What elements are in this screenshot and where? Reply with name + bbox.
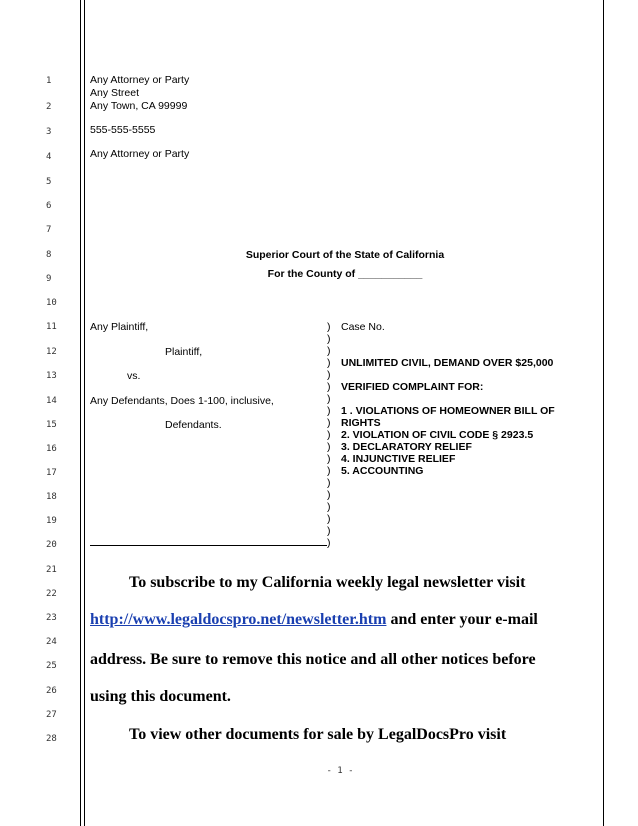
line-number: 22	[46, 589, 57, 599]
line-number: 20	[46, 540, 57, 550]
line-number: 15	[46, 420, 57, 430]
notice-line-rest: and enter your e-mail	[386, 611, 538, 628]
line-number: 18	[46, 492, 57, 502]
line-number: 23	[46, 613, 57, 623]
caption-paren: )	[327, 465, 331, 477]
complaint-title: VERIFIED COMPLAINT FOR:	[341, 381, 484, 393]
caption-paren: )	[327, 417, 331, 429]
court-name: Superior Court of the State of California	[245, 249, 445, 261]
caption-paren: )	[327, 405, 331, 417]
line-number: 25	[46, 661, 57, 671]
attorney-for: Any Attorney or Party	[90, 148, 190, 160]
caption-paren: )	[327, 537, 331, 549]
line-number: 16	[46, 444, 57, 454]
line-number: 10	[46, 298, 57, 308]
claim-item: RIGHTS	[341, 417, 381, 429]
line-number: 8	[46, 250, 52, 260]
line-number: 17	[46, 468, 57, 478]
line-number: 3	[46, 127, 52, 137]
claim-item: 5. ACCOUNTING	[341, 465, 424, 477]
attorney-phone: 555-555-5555	[90, 124, 156, 136]
caption-paren: )	[327, 381, 331, 393]
caption-paren: )	[327, 333, 331, 345]
line-number: 14	[46, 396, 57, 406]
left-margin-rule-inner	[84, 0, 85, 826]
caption-paren: )	[327, 369, 331, 381]
caption-paren: )	[327, 345, 331, 357]
line-number: 21	[46, 565, 57, 575]
claim-item: 4. INJUNCTIVE RELIEF	[341, 453, 456, 465]
caption-paren: )	[327, 321, 331, 333]
line-number: 28	[46, 734, 57, 744]
plaintiff-label: Plaintiff,	[165, 346, 203, 358]
line-number: 24	[46, 637, 57, 647]
line-number: 5	[46, 177, 52, 187]
attorney-city: Any Town, CA 99999	[90, 100, 188, 112]
line-number: 1	[46, 76, 52, 86]
notice-line: using this document.	[90, 688, 231, 705]
line-number: 4	[46, 152, 52, 162]
versus-label: vs.	[127, 370, 141, 382]
caption-paren: )	[327, 477, 331, 489]
caption-paren: )	[327, 357, 331, 369]
caption-paren: )	[327, 441, 331, 453]
attorney-street: Any Street	[90, 87, 140, 99]
line-number: 11	[46, 322, 57, 332]
caption-paren: )	[327, 501, 331, 513]
court-county: For the County of ___________	[267, 268, 423, 280]
claim-item: 3. DECLARATORY RELIEF	[341, 441, 472, 453]
demand-amount: UNLIMITED CIVIL, DEMAND OVER $25,000	[341, 357, 554, 369]
caption-paren: )	[327, 525, 331, 537]
notice-line: To view other documents for sale by LegalDocsPro visit	[129, 726, 507, 743]
defendants-name: Any Defendants, Does 1-100, inclusive,	[90, 395, 274, 407]
defendants-label: Defendants.	[165, 419, 222, 431]
line-number: 27	[46, 710, 57, 720]
caption-paren: )	[327, 489, 331, 501]
case-number-label: Case No.	[341, 321, 385, 333]
caption-bottom-rule	[90, 545, 327, 546]
line-number: 6	[46, 201, 52, 211]
caption-paren: )	[327, 429, 331, 441]
line-number: 7	[46, 225, 52, 235]
notice-line-with-link	[90, 611, 538, 629]
caption-paren: )	[327, 513, 331, 525]
notice-line: address. Be sure to remove this notice and all other notices before	[90, 651, 536, 668]
right-margin-rule	[603, 0, 604, 826]
line-number: 26	[46, 686, 57, 696]
line-number: 12	[46, 347, 57, 357]
newsletter-link[interactable]: http://www.legaldocspro.net/newsletter.htm	[90, 611, 387, 628]
claim-item: 2. VIOLATION OF CIVIL CODE § 2923.5	[341, 429, 534, 441]
plaintiff-name: Any Plaintiff,	[90, 321, 149, 333]
left-margin-rule	[80, 0, 81, 826]
line-number: 9	[46, 274, 52, 284]
line-number: 2	[46, 102, 52, 112]
page-number: - 1 -	[326, 766, 354, 776]
line-number: 13	[46, 371, 57, 381]
claim-item: 1 . VIOLATIONS OF HOMEOWNER BILL OF	[341, 405, 555, 417]
caption-paren: )	[327, 393, 331, 405]
line-number: 19	[46, 516, 57, 526]
attorney-name: Any Attorney or Party	[90, 74, 190, 86]
notice-line: To subscribe to my California weekly legal newsletter visit	[129, 574, 526, 591]
caption-paren: )	[327, 453, 331, 465]
